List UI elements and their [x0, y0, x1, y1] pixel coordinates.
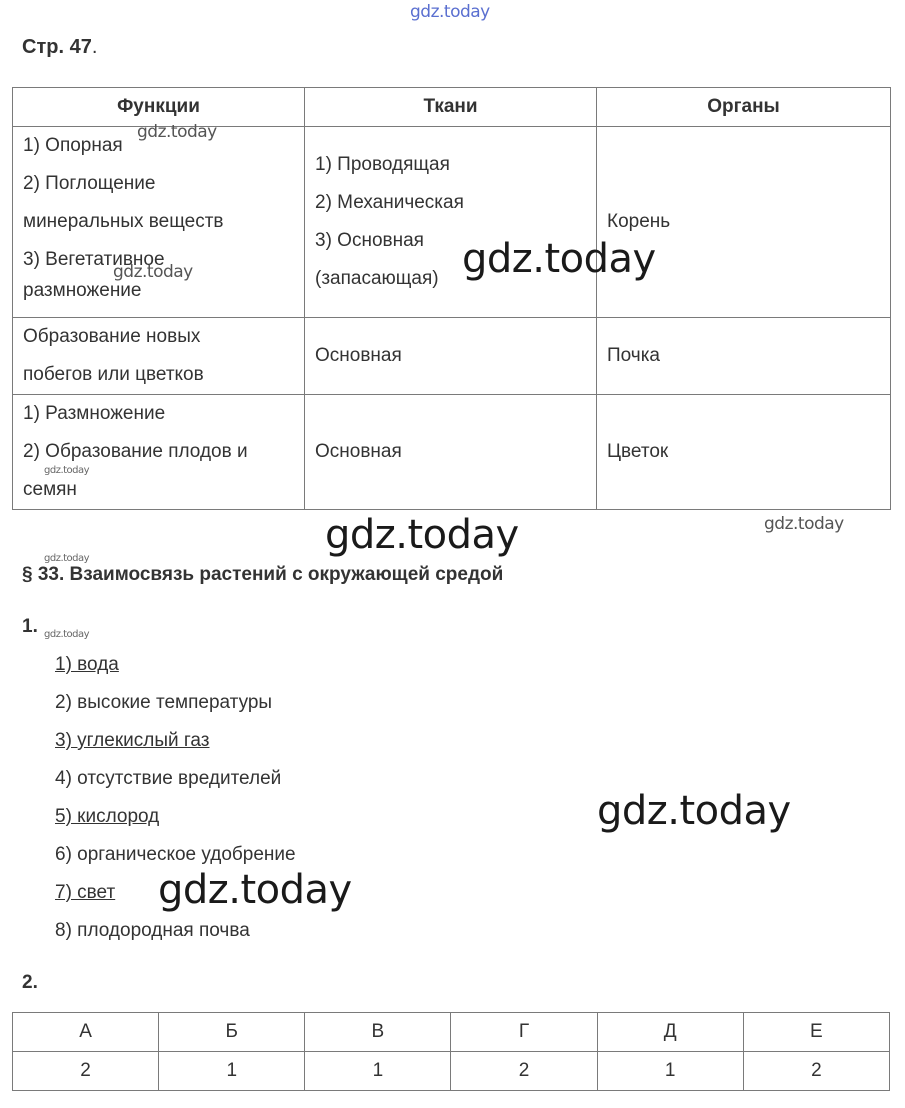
letter-cell: Д	[597, 1013, 743, 1052]
functions-cell: Образование новых побегов или цветков	[13, 318, 305, 395]
tissues-cell: 1) Проводящая 2) Механическая 3) Основная (запасающая)	[305, 127, 597, 318]
value-cell: 1	[305, 1052, 451, 1091]
value-cell: 2	[451, 1052, 597, 1091]
list-item: 7) свет	[55, 882, 116, 903]
value-cell: 2	[13, 1052, 159, 1091]
watermark: gdz.today	[325, 512, 519, 558]
list-item: 4) отсутствие вредителей	[55, 768, 282, 789]
table-row	[13, 127, 891, 318]
header-functions: Функции	[13, 88, 305, 127]
tissues-cell: Основная	[305, 395, 597, 510]
functions-cell: 1) Опорная 2) Поглощение минеральных веществ 3) Вегетативное размножение	[13, 127, 305, 318]
answer-table	[12, 1012, 890, 1091]
tissues-cell: Основная	[305, 318, 597, 395]
question-2-number: 2.	[22, 972, 38, 993]
watermark: gdz.today	[44, 465, 90, 476]
value-cell: 2	[743, 1052, 889, 1091]
page-heading: Стр. 47.	[22, 36, 98, 58]
letter-cell: В	[305, 1013, 451, 1052]
list-item: 2) высокие температуры	[55, 692, 273, 713]
watermark: gdz.today	[44, 629, 90, 640]
tissues-organs-table	[12, 87, 891, 510]
table-header-row	[13, 88, 891, 127]
table-row	[13, 1052, 890, 1091]
watermark: gdz.today	[44, 553, 90, 564]
list-item: 1) вода	[55, 654, 119, 675]
table-row	[13, 318, 891, 395]
letter-cell: Е	[743, 1013, 889, 1052]
list-item: 3) углекислый газ	[55, 730, 210, 751]
functions-cell: 1) Размножение 2) Образование плодов и семян	[13, 395, 305, 510]
table-row	[13, 1013, 890, 1052]
value-cell: 1	[159, 1052, 305, 1091]
letter-cell: Б	[159, 1013, 305, 1052]
list-item: 5) кислород	[55, 806, 160, 827]
question-1-number: 1.	[22, 616, 38, 637]
watermark: gdz.today	[137, 122, 217, 142]
watermark: gdz.today	[158, 867, 352, 913]
list-item: 6) органическое удобрение	[55, 844, 296, 865]
letter-cell: А	[13, 1013, 159, 1052]
organ-cell: Корень	[597, 127, 891, 318]
table-row	[13, 395, 891, 510]
organ-cell: Почка	[597, 318, 891, 395]
watermark: gdz.today	[764, 514, 844, 534]
section-title: § 33. Взаимосвязь растений с окружающей средой	[22, 564, 504, 585]
watermark: gdz.today	[597, 788, 791, 834]
watermark: gdz.today	[462, 236, 656, 282]
header-tissues: Ткани	[305, 88, 597, 127]
letter-cell: Г	[451, 1013, 597, 1052]
watermark: gdz.today	[410, 2, 490, 22]
value-cell: 1	[597, 1052, 743, 1091]
list-item: 8) плодородная почва	[55, 920, 250, 941]
organ-cell: Цветок	[597, 395, 891, 510]
watermark: gdz.today	[113, 262, 193, 282]
header-organs: Органы	[597, 88, 891, 127]
